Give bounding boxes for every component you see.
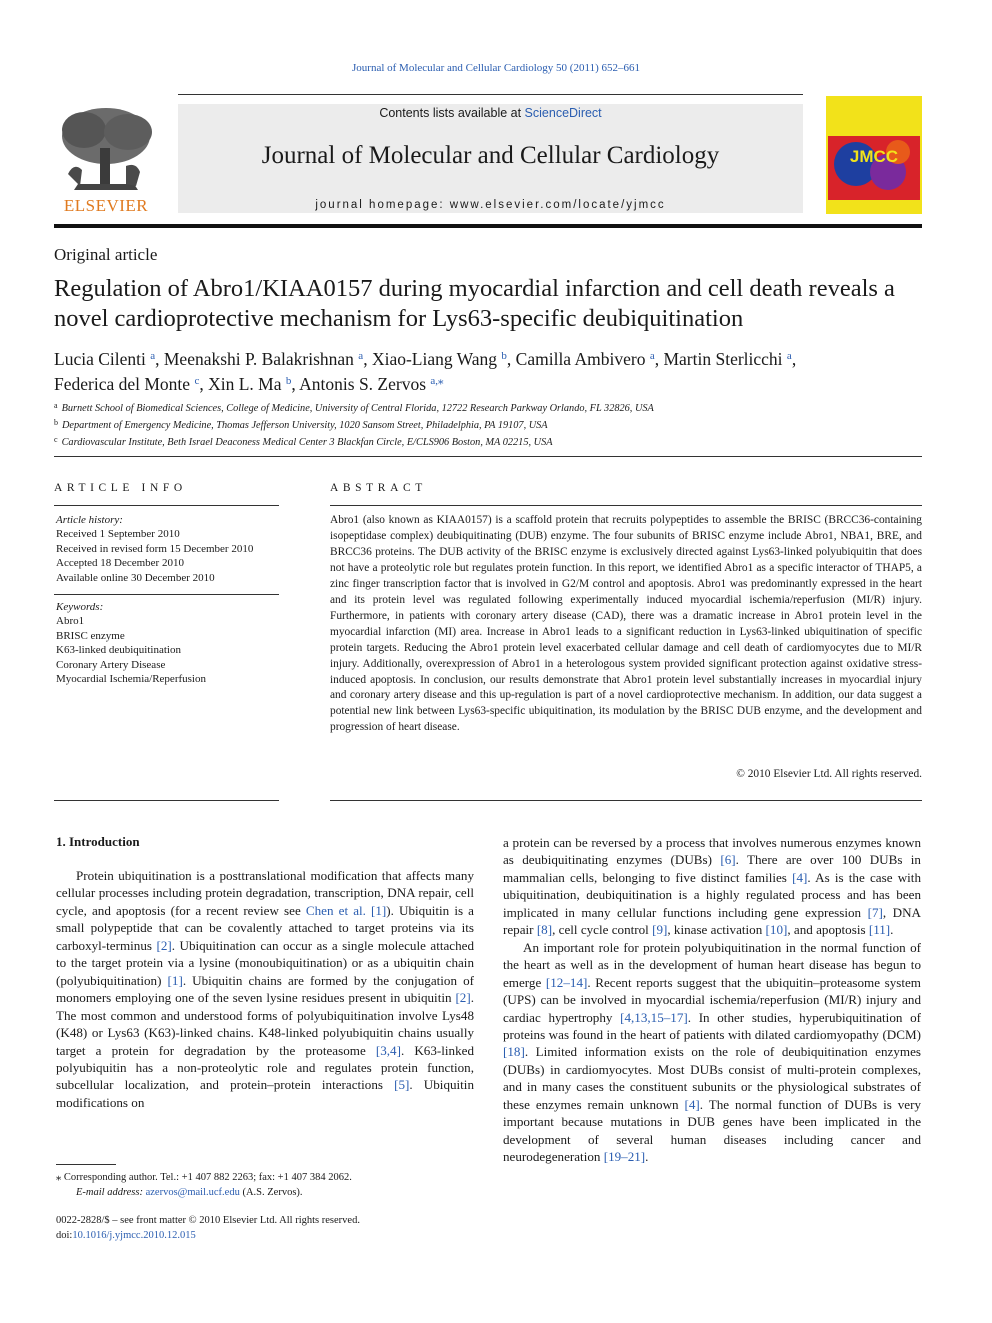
body-text: . Limited information exists on the role of deubiquitination enzymes (DUBs) in cardiomyocytes. Most DUBs consist of multi-protein complexes, and in many cases the constituent subunits or the physiological substrates of these enzymes remain unknown [503, 1044, 921, 1112]
email-note: E-mail address: azervos@mail.ucf.edu (A.S. Zervos). [76, 1187, 303, 1198]
paragraph [503, 939, 921, 1166]
keyword: Coronary Artery Disease [56, 658, 166, 671]
body-text: . There are over 100 DUBs in mammalian cells, belonging to five distinct families [503, 852, 921, 885]
abstract-heading: ABSTRACT [330, 482, 427, 494]
cover-title: JMCC [849, 147, 899, 166]
author-name: Camilla Ambivero [515, 349, 646, 369]
author-affiliation-mark[interactable]: a [358, 350, 364, 362]
reference-link[interactable]: Chen et al. [1] [305, 902, 387, 918]
sciencedirect-link[interactable]: ScienceDirect [524, 106, 602, 120]
author-name: Xiao-Liang Wang [371, 349, 498, 369]
body-text: ). Ubiquitin is a small polypeptide that can be covalently attached to target proteins via its carboxyl-terminus [56, 902, 474, 953]
affiliation: $^c$ Cardiovascular Institute, Beth Israel Deaconess Medical Center 3 Blackfan Circle, E/CLS906 Boston, MA 02215, USA [54, 435, 553, 449]
issn-line: 0022-2828/$ – see front matter © 2010 Elsevier Ltd. All rights reserved. [56, 1215, 360, 1226]
author-name: Antonis S. Zervos [299, 374, 427, 394]
reference-link[interactable]: [4,13,15–17] [620, 1009, 688, 1025]
article-history [56, 513, 253, 585]
journal-citation[interactable]: Journal of Molecular and Cellular Cardiology 50 (2011) 652–661 [352, 62, 640, 74]
doi-link[interactable]: 10.1016/j.yjmcc.2010.12.015 [72, 1230, 196, 1241]
reference-link[interactable]: [5] [394, 1077, 410, 1093]
body-text: , cell cycle control [552, 922, 653, 938]
copyright-notice: © 2010 Elsevier Ltd. All rights reserved. [736, 768, 922, 780]
reference-link[interactable]: [2] [455, 990, 471, 1006]
body-text: a protein can be reversed by a process that involves numerous enzymes known as deubiquitinating enzymes (DUBs) [503, 835, 921, 868]
author-affiliation-mark[interactable]: a [649, 350, 655, 362]
keyword: K63-linked deubiquitination [56, 644, 181, 657]
reference-link[interactable]: [19–21] [603, 1149, 646, 1165]
body-text: . K63-linked polyubiquitin has a non-proteolytic role and regulates protein function, subcellular localization, and protein–protein interactions [56, 1042, 474, 1093]
body-text: Protein ubiquitination is a posttranslational modification that affects many cellular processes including protein degradation, transcription, DNA repair, cell cycle, and apoptosis (for a recent review see [56, 868, 474, 918]
history-item: Received 1 September 2010 [56, 528, 180, 541]
body-text: . [645, 1149, 649, 1165]
body-column-left [56, 867, 474, 1111]
contents-line: Contents lists available at ScienceDirect [379, 106, 602, 120]
masthead-top-rule [178, 94, 803, 95]
keywords-label: Keywords: [56, 601, 104, 613]
article-info-rule [54, 505, 279, 506]
author-line-2: Federica del Monte $^c$, Xin L. Ma $^b$, Antonis S. Zervos $^{a,⁎}$ [54, 374, 444, 394]
body-text: . Ubiquitin modifications on [56, 1077, 474, 1110]
reference-link[interactable]: [4] [684, 1096, 700, 1112]
author-affiliation-mark[interactable]: a [150, 350, 156, 362]
reference-link[interactable]: [9] [652, 922, 668, 938]
body-text: . Recent reports suggest that the ubiquitin–proteasome system (UPS) can be involved in myocardial ischemia/reperfusion (MI/R) injury and cardiac hypertrophy [503, 974, 921, 1025]
body-text: , DNA repair [503, 904, 922, 938]
body-text: . The most common and understood forms of polyubiquitination involve Lys48 (K48) or Lys63 (K63)-linked chains. K48-linked polyubiquitin chains usually target a protein for degradation by the proteasome [56, 990, 474, 1058]
body-text: An important role for protein polyubiquitination in the normal function of the heart as well as in the development of human heart disease has begun to emerge [503, 939, 921, 990]
author-name: Martin Sterlicchi [663, 349, 783, 369]
reference-link[interactable]: [4] [792, 869, 808, 885]
journal-name: Journal of Molecular and Cellular Cardiology [261, 142, 720, 169]
body-text: . In other studies, hyperubiquitination of proteins was found in the heart of patients with dilated cardiomyopathy (DCM) [503, 1009, 921, 1042]
affiliation: $^b$ Department of Emergency Medicine, Thomas Jefferson University, 1020 Sansom Street, Philadelphia, PA 19107, USA [54, 418, 548, 432]
footnote-rule [56, 1164, 116, 1165]
doi-line: doi:10.1016/j.yjmcc.2010.12.015 [56, 1230, 196, 1241]
history-item: Received in revised form 15 December 2010 [56, 542, 254, 555]
author-affiliation-mark[interactable]: b [285, 375, 292, 387]
article-title: Regulation of Abro1/KIAA0157 during myocardial infarction and cell death reveals a novel cardioprotective mechanism for Lys63-specific deubiquitination [54, 275, 895, 332]
abstract-text: Abro1 (also known as KIAA0157) is a scaffold protein that recruits polypeptides to assemble the BRISC (BRCC36-containing isopeptidase complex) deubiquitinating (DUB) enzyme. The four subunits of BRISC enzyme include Abro1, NBA1, BRE, and BRCC36 proteins. The DUB activity of the BRISC enzyme is exclusively directed against Lys63-linked polyubiquitin that does not have a proteolytic role but regulates protein function. In this report, we identified Abro1 as a specific interactor of THAP5, a zinc finger transcription factor that is involved in G2/M control and apoptosis. Abro1 was predominantly expressed in the heart and its protein level was regulated following experimentally induced myocardial ischemia/reperfusion (MI/R) injury. Furthermore, in patients with coronary artery disease (CAD), there was a dramatic increase in Abro1 protein level in the myocardial infarction (MI) area. Increase in Abro1 leads to a significant reduction in Lys63-linked ubiquitination of specific protein targets. Reducing the Abro1 protein level exacerbated cellular damage and cell death of cardiomyocytes due to MI/R injury. Additionally, overexpression of Abro1 in a heterologous system provided significant protection against oxidative stress-induced apoptosis. In conclusion, our results demonstrate that Abro1 protein level substantially increases in myocardial injury and coronary artery disease and this up-regulation is part of a novel cardioprotective mechanism. In addition, our data suggest a potential new link between Lys63-specific ubiquitination, its modulation by the BRISC DUB enzyme, and the development and progression of heart disease. [330, 514, 922, 734]
front-matter [56, 1213, 474, 1243]
reference-link[interactable]: [18] [503, 1044, 525, 1060]
reference-link[interactable]: [7] [867, 904, 883, 920]
email-link[interactable]: azervos@mail.ucf.edu [145, 1187, 240, 1198]
abstract-bottom-rule [330, 800, 922, 801]
reference-link[interactable]: [2] [156, 937, 172, 953]
footnotes [56, 1170, 474, 1200]
body-text: . Ubiquitination can occur as a single molecule attached to the target protein via a lysine (monoubiquitination) or as a ubiquitin chain (polyubiquitination) [56, 937, 475, 988]
history-item: Available online 30 December 2010 [56, 571, 215, 584]
section-heading-introduction: 1. Introduction [56, 834, 140, 849]
masthead-bottom-rule [54, 224, 922, 228]
keyword: Myocardial Ischemia/Reperfusion [56, 673, 206, 686]
history-item: Accepted 18 December 2010 [56, 557, 184, 570]
author-list [54, 345, 924, 395]
journal-cover [826, 96, 922, 214]
keywords-rule [54, 594, 279, 595]
body-column-right [503, 834, 921, 1166]
keyword: BRISC enzyme [56, 629, 125, 642]
author-name: Federica del Monte [54, 374, 191, 394]
body-text: , kinase activation [667, 922, 766, 938]
body-text: , and apoptosis [787, 922, 869, 938]
author-affiliation-mark[interactable]: a,⁎ [430, 375, 444, 387]
author-line-1: Lucia Cilenti $^a$, Meenakshi P. Balakrishnan $^a$, Xiao-Liang Wang $^b$, Camilla Ambivero $^a$, Martin Sterlicchi $^a$, [54, 349, 797, 369]
history-label: Article history: [56, 514, 123, 526]
reference-link[interactable]: [3,4] [375, 1042, 401, 1058]
keyword: Abro1 [56, 615, 85, 628]
body-text: . The normal function of DUBs is very important because mutations in DUB genes have been implicated in the development of several human diseases including cancer and neurodegeneration [503, 1096, 921, 1165]
info-bottom-rule [54, 800, 279, 801]
author-name: Lucia Cilenti [54, 349, 146, 369]
body-text: . Ubiquitin chains are formed by the conjugation of monomers employing one of the seven lysine residues present in ubiquitin [56, 972, 474, 1006]
body-text: . [890, 922, 894, 938]
author-affiliation-mark[interactable]: a [786, 350, 792, 362]
body-text: . As is the case with ubiquitination, deubiquitination is a highly regulated process and has been implicated in many cellular functions including gene expression [503, 869, 921, 920]
article-info-heading: ARTICLE INFO [54, 482, 187, 494]
keywords-block [56, 600, 206, 686]
article-type: Original article [54, 245, 158, 264]
reference-link[interactable]: [11] [868, 922, 891, 938]
reference-link[interactable]: [12–14] [545, 974, 588, 990]
author-name: Xin L. Ma [208, 374, 282, 394]
affiliation-list [54, 399, 924, 451]
affiliation: $^a$ Burnett School of Biomedical Sciences, College of Medicine, University of Central Florida, 12722 Research Parkway Orlando, FL 32826, USA [54, 401, 654, 414]
paragraph [503, 834, 921, 939]
paragraph [56, 867, 474, 1111]
journal-homepage[interactable]: journal homepage: www.elsevier.com/locate/yjmcc [315, 199, 666, 211]
reference-link[interactable]: [1] [167, 972, 183, 988]
corresponding-author-note: ⁎ Corresponding author. Tel.: +1 407 882 2263; fax: +1 407 384 2062. [56, 1172, 352, 1183]
affiliation-rule [54, 456, 922, 457]
abstract-top-rule [330, 505, 922, 506]
author-affiliation-mark[interactable]: b [501, 350, 507, 362]
author-name: Meenakshi P. Balakrishnan [163, 349, 354, 369]
author-affiliation-mark[interactable]: c [194, 375, 200, 387]
reference-link[interactable]: [10] [765, 922, 788, 938]
publisher-wordmark: ELSEVIER [63, 196, 149, 215]
reference-link[interactable]: [6] [720, 852, 736, 868]
reference-link[interactable]: [8] [536, 922, 553, 938]
